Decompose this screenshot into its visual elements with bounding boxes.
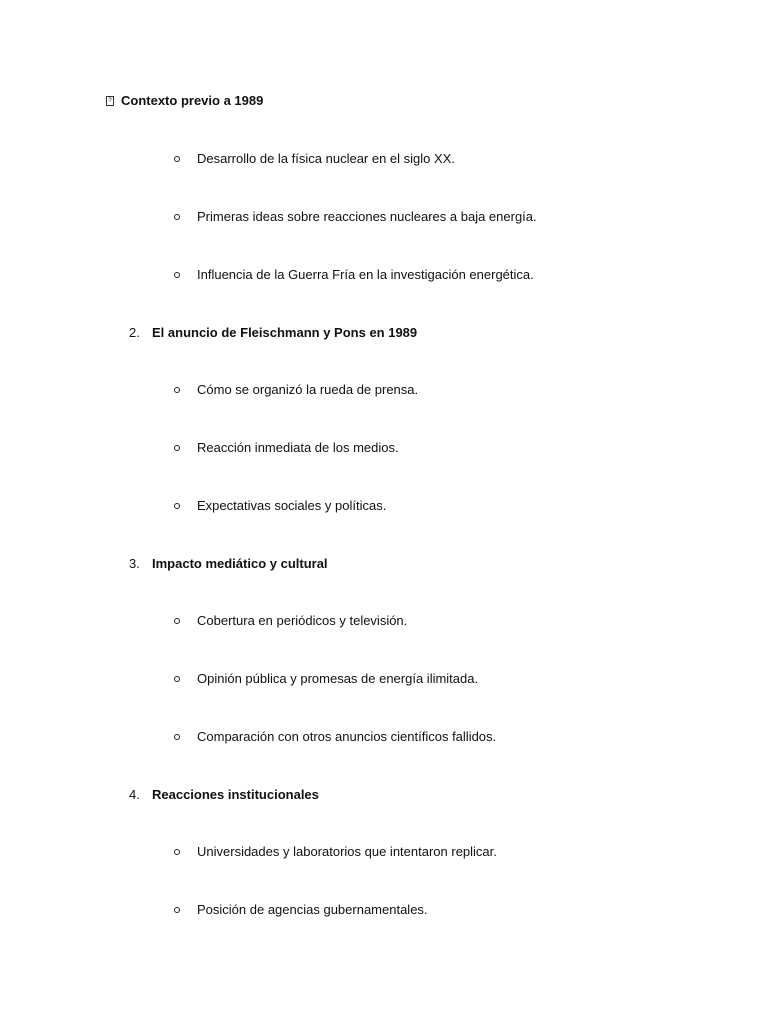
section-heading: Impacto mediático y cultural xyxy=(152,556,328,571)
section-heading: El anuncio de Fleischmann y Pons en 1989 xyxy=(152,325,418,340)
list-item: Influencia de la Guerra Fría en la investigación energética. xyxy=(197,267,534,282)
circle-bullet-icon xyxy=(174,676,180,682)
circle-bullet-icon xyxy=(174,387,180,393)
list-item: Reacción inmediata de los medios. xyxy=(197,440,399,455)
section-heading: Contexto previo a 1989 xyxy=(121,93,264,108)
circle-bullet-icon xyxy=(174,214,180,220)
circle-bullet-icon xyxy=(174,849,180,855)
section-number: 3. xyxy=(129,556,140,571)
section-number: 2. xyxy=(129,325,140,340)
list-item: Opinión pública y promesas de energía ilimitada. xyxy=(197,671,479,686)
circle-bullet-icon xyxy=(174,907,180,913)
circle-bullet-icon xyxy=(174,503,180,509)
list-item: Posición de agencias gubernamentales. xyxy=(197,902,428,917)
list-item: Primeras ideas sobre reacciones nucleares a baja energía. xyxy=(197,209,537,224)
section-number: 4. xyxy=(129,787,140,802)
circle-bullet-icon xyxy=(174,445,180,451)
section-heading: Reacciones institucionales xyxy=(152,787,319,802)
missing-glyph-icon: ? xyxy=(106,96,114,106)
circle-bullet-icon xyxy=(174,272,180,278)
circle-bullet-icon xyxy=(174,734,180,740)
list-item: Desarrollo de la física nuclear en el siglo XX. xyxy=(197,151,455,166)
list-item: Cobertura en periódicos y televisión. xyxy=(197,613,408,628)
list-item: Universidades y laboratorios que intentaron replicar. xyxy=(197,844,497,859)
list-item: Cómo se organizó la rueda de prensa. xyxy=(197,382,419,397)
list-item: Expectativas sociales y políticas. xyxy=(197,498,387,513)
list-item: Comparación con otros anuncios científicos fallidos. xyxy=(197,729,497,744)
circle-bullet-icon xyxy=(174,156,180,162)
circle-bullet-icon xyxy=(174,618,180,624)
